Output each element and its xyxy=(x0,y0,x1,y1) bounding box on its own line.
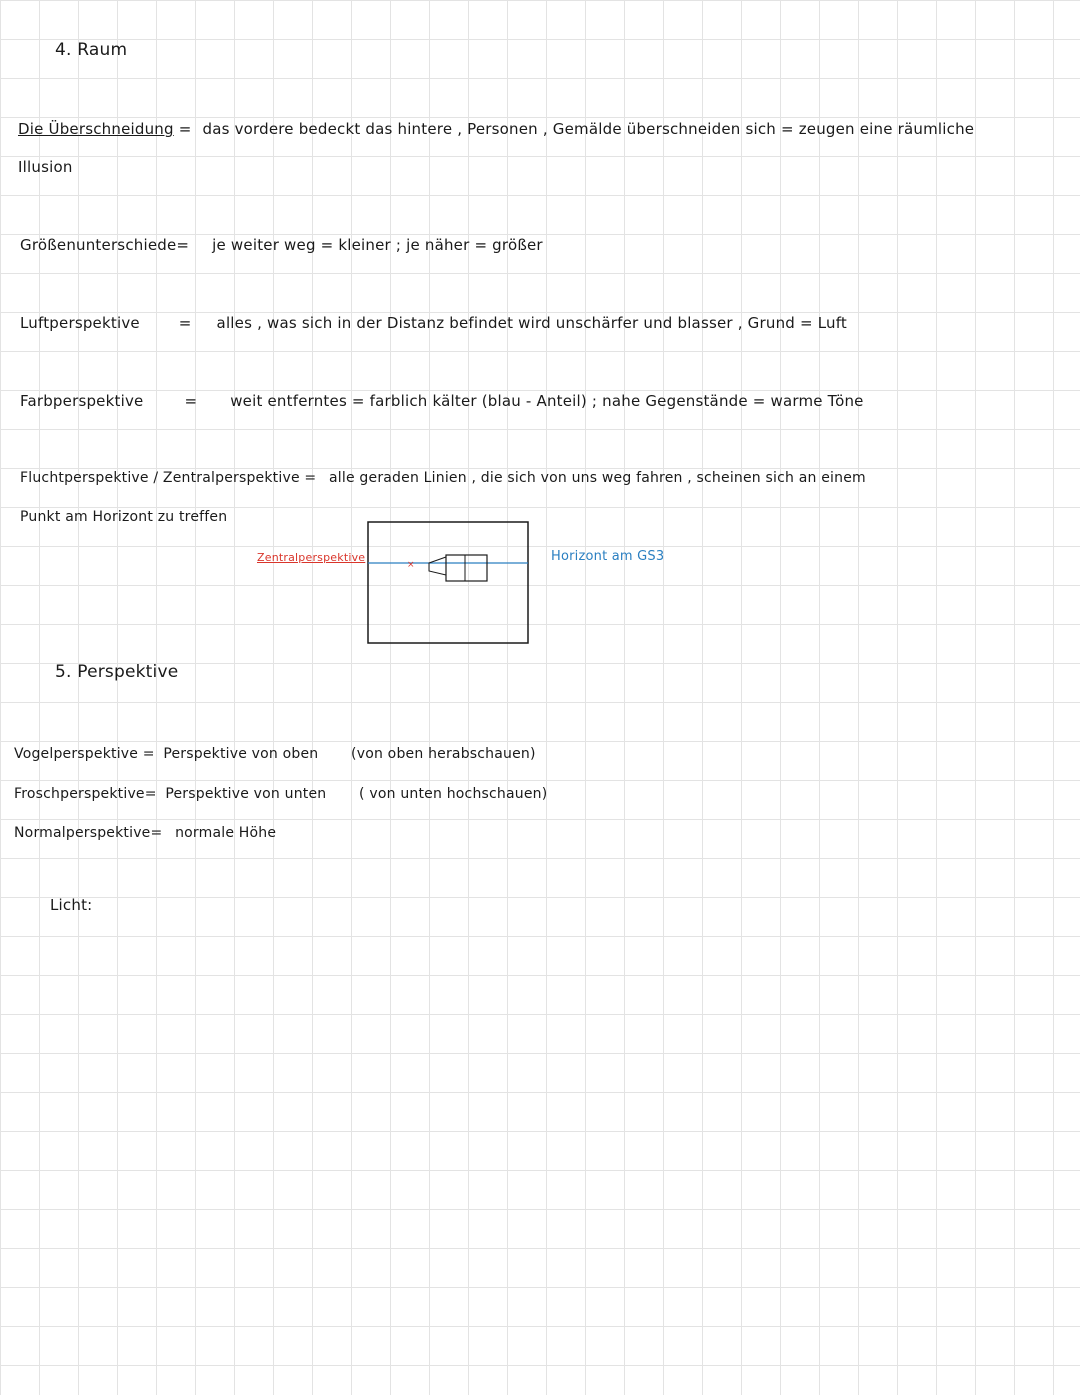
ueberschneidung-line xyxy=(18,120,974,138)
section-5-heading: 5. Perspektive xyxy=(55,662,179,682)
frosch-note: ( von unten hochschauen) xyxy=(359,786,548,802)
vogel-note: (von oben herabschauen) xyxy=(351,746,536,762)
farb-text: weit entferntes = farblich kälter (blau - Anteil) ; nahe Gegenstände = warme Töne xyxy=(230,392,864,410)
vogel-term: Vogelperspektive = xyxy=(14,746,155,762)
luft-text: alles , was sich in der Distanz befindet wird unschärfer und blasser , Grund = Luft xyxy=(216,314,848,332)
zentralperspektive-diagram xyxy=(367,521,529,644)
normal-text: normale Höhe xyxy=(175,825,277,841)
farb-sep: = xyxy=(184,392,198,410)
licht-label: Licht: xyxy=(50,896,93,914)
horizont-label: Horizont am GS3 xyxy=(551,549,665,564)
flucht-term: Fluchtperspektive / Zentralperspektive = xyxy=(20,470,317,486)
groessen-term: Größenunterschiede= xyxy=(20,236,190,254)
normal-term: Normalperspektive= xyxy=(14,825,163,841)
frosch-text: Perspektive von unten xyxy=(165,786,327,802)
flucht-continuation: Punkt am Horizont zu treffen xyxy=(20,509,228,525)
ueberschneidung-continuation: Illusion xyxy=(18,158,73,176)
groessen-line xyxy=(20,236,543,254)
luft-term: Luftperspektive xyxy=(20,314,140,332)
vogelperspektive-line xyxy=(14,746,536,762)
groessen-text: je weiter weg = kleiner ; je näher = größer xyxy=(212,236,543,254)
luft-sep: = xyxy=(178,314,192,332)
flucht-line xyxy=(20,470,866,486)
perspective-box-front xyxy=(446,555,487,581)
farb-term: Farbperspektive xyxy=(20,392,144,410)
froschperspektive-line xyxy=(14,786,547,802)
ueberschneidung-text: das vordere bedeckt das hintere , Personen , Gemälde überschneiden sich = zeugen eine räumliche xyxy=(202,120,975,138)
ueberschneidung-term: Die Überschneidung xyxy=(18,120,174,138)
farb-line xyxy=(20,392,864,410)
ueberschneidung-sep: = xyxy=(178,120,192,138)
flucht-text: alle geraden Linien , die sich von uns weg fahren , scheinen sich an einem xyxy=(329,470,866,486)
frosch-term: Froschperspektive= xyxy=(14,786,157,802)
perspective-box-side xyxy=(429,557,446,575)
vogel-text: Perspektive von oben xyxy=(163,746,319,762)
vanishing-point-mark: × xyxy=(407,560,415,570)
normalperspektive-line xyxy=(14,825,276,841)
luft-line xyxy=(20,314,847,332)
zentralperspektive-label: Zentralperspektive xyxy=(257,551,366,564)
section-4-heading: 4. Raum xyxy=(55,40,128,60)
diagram-frame xyxy=(368,522,528,643)
